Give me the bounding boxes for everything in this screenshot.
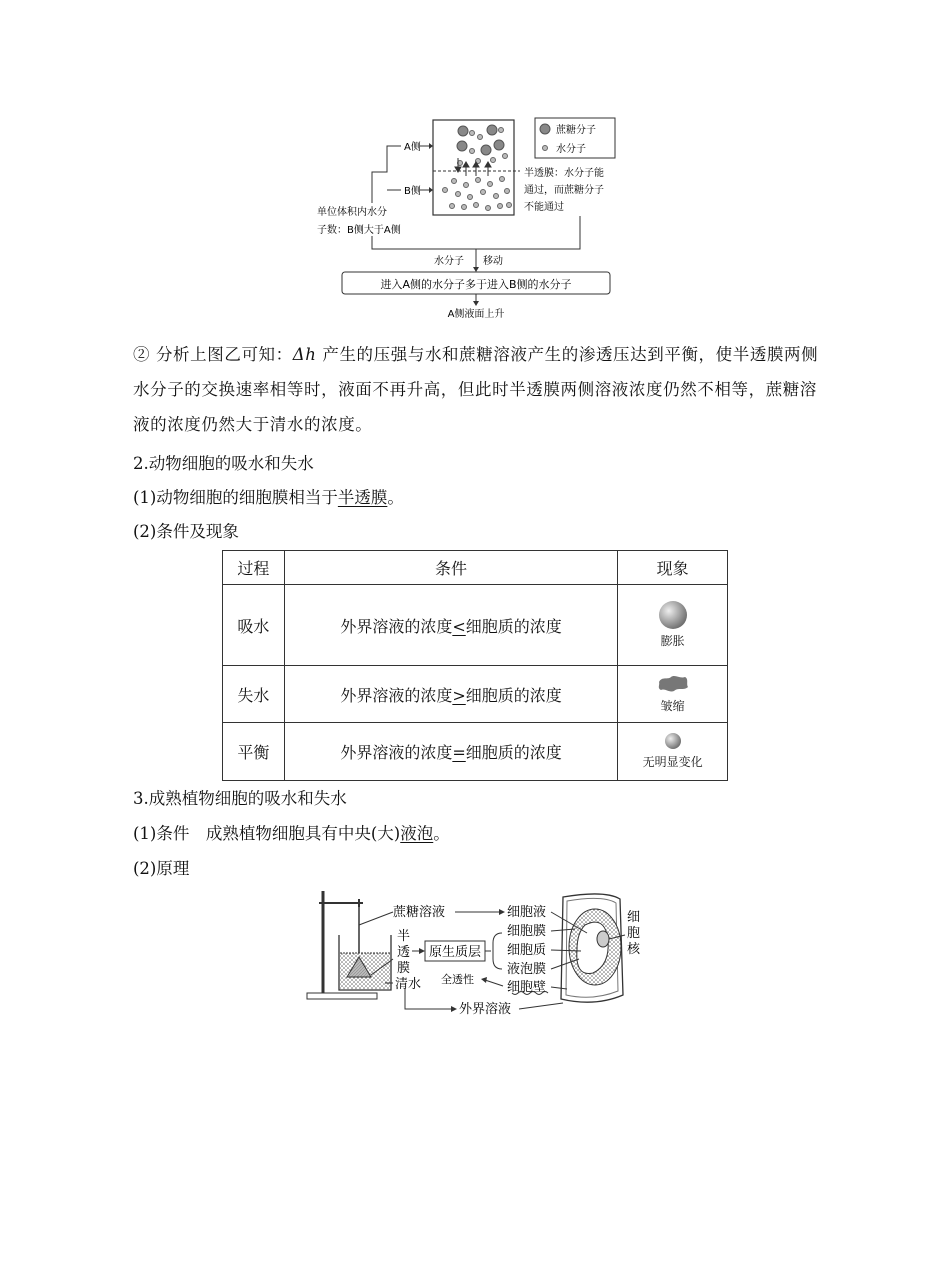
cell-sap-label: 细胞液 — [507, 905, 547, 920]
cond-operator: = — [452, 743, 466, 762]
condition-cell — [284, 723, 618, 781]
term-semipermeable-membrane: 半透膜 — [337, 488, 388, 507]
phenomenon-label: 无明显变化 — [642, 755, 703, 769]
table-row — [223, 585, 728, 666]
animal-cell-table — [222, 550, 728, 781]
table-row — [223, 723, 728, 781]
result-box-text: 进入A侧的水分子多于进入B侧的水分子 — [380, 278, 572, 291]
section2-p2: (2)条件及现象 — [133, 522, 239, 541]
protoplast-label: 原生质层 — [428, 945, 482, 960]
plant-cell-diagram — [305, 885, 650, 1020]
cell-membrane-label: 细胞膜 — [507, 924, 547, 939]
cytoplasm-label: 细胞质 — [507, 943, 547, 958]
membrane-note-3: 不能通过 — [524, 202, 564, 213]
process-cell: 失水 — [223, 666, 285, 723]
phenomenon-cell — [618, 585, 728, 666]
cond-a: 外界溶液的浓度 — [340, 743, 453, 762]
analysis-paragraph — [133, 337, 823, 442]
nucleus-label-1: 细 — [627, 910, 641, 925]
nucleus-label-2: 胞 — [627, 926, 641, 941]
analysis-text: 产生的压强与水和蔗糖溶液产生的渗透压达到平衡，使半透膜两侧水分子的交换速率相等时，液面不再升高，但此时半透膜两侧溶液浓度仍然不相等，蔗糖溶液的浓度仍然大于清水的浓度。 — [133, 345, 819, 434]
water-label: 清水 — [395, 977, 422, 992]
cond-operator: > — [452, 685, 466, 705]
cond-a: 外界溶液的浓度 — [340, 685, 453, 705]
move-label-1: 水分子 — [434, 256, 464, 267]
permeable-label: 全透性 — [441, 973, 474, 986]
cond-b: 细胞质的浓度 — [465, 616, 562, 636]
swollen-cell-icon — [659, 601, 687, 629]
legend-sucrose: 蔗糖分子 — [556, 125, 596, 136]
section3-p2: (2)原理 — [133, 859, 190, 878]
conclusion-text: A侧液面上升 — [447, 309, 505, 320]
sucrose-label: 蔗糖溶液 — [393, 905, 446, 920]
osmosis-diagram — [300, 112, 650, 327]
process-cell: 平衡 — [223, 723, 285, 781]
nucleus-label-3: 核 — [627, 942, 641, 957]
shriveled-cell-icon — [656, 674, 690, 694]
semi-label-3: 膜 — [397, 961, 411, 976]
cond-b: 细胞质的浓度 — [465, 743, 562, 762]
a-side-label: A侧 — [404, 142, 421, 153]
semi-label-2: 透 — [397, 945, 411, 960]
phenomenon-cell — [618, 723, 728, 781]
membrane-note-1: 半透膜：水分子能 — [524, 168, 604, 179]
normal-cell-icon — [665, 733, 681, 749]
s2-p1-suffix: 。 — [387, 488, 404, 507]
section3-heading: 3.成熟植物细胞的吸水和失水 — [133, 789, 347, 808]
tonoplast-label: 液泡膜 — [507, 962, 547, 977]
table-row — [223, 666, 728, 723]
cell-wall-label: 细胞壁 — [507, 980, 547, 995]
section2-p1 — [133, 484, 404, 508]
section3-p1 — [133, 820, 450, 844]
move-label-2: 移动 — [483, 256, 503, 267]
density-note-1: 单位体积内水分 — [317, 207, 387, 218]
cond-b: 细胞质的浓度 — [465, 685, 562, 705]
b-side-label: B侧 — [404, 186, 421, 197]
cond-operator: < — [452, 616, 466, 636]
header-condition: 条件 — [284, 551, 618, 585]
density-note-2: 子数：B侧大于A侧 — [317, 225, 401, 236]
term-vacuole: 液泡 — [400, 824, 434, 843]
legend-water: 水分子 — [556, 144, 586, 155]
condition-cell — [284, 666, 618, 723]
process-cell: 吸水 — [223, 585, 285, 666]
outside-solution-label: 外界溶液 — [459, 1002, 512, 1017]
phenomenon-label: 膨胀 — [660, 634, 685, 648]
phenomenon-cell — [618, 666, 728, 723]
cond-a: 外界溶液的浓度 — [340, 616, 453, 636]
s2-p1-prefix: (1)动物细胞的细胞膜相当于 — [133, 488, 338, 507]
table-header-row — [223, 551, 728, 585]
s3-p1-prefix: (1)条件 成熟植物细胞具有中央(大) — [133, 824, 401, 843]
analysis-prefix: ② 分析上图乙可知： — [133, 345, 293, 364]
phenomenon-label: 皱缩 — [660, 699, 685, 713]
header-process: 过程 — [223, 551, 285, 585]
s3-p1-suffix: 。 — [433, 824, 450, 843]
semi-label-1: 半 — [397, 929, 411, 944]
delta-h: Δh — [292, 345, 317, 364]
section2-heading: 2.动物细胞的吸水和失水 — [133, 454, 314, 473]
header-phenomenon: 现象 — [618, 551, 728, 585]
condition-cell — [284, 585, 618, 666]
membrane-note-2: 通过，而蔗糖分子 — [524, 185, 604, 196]
